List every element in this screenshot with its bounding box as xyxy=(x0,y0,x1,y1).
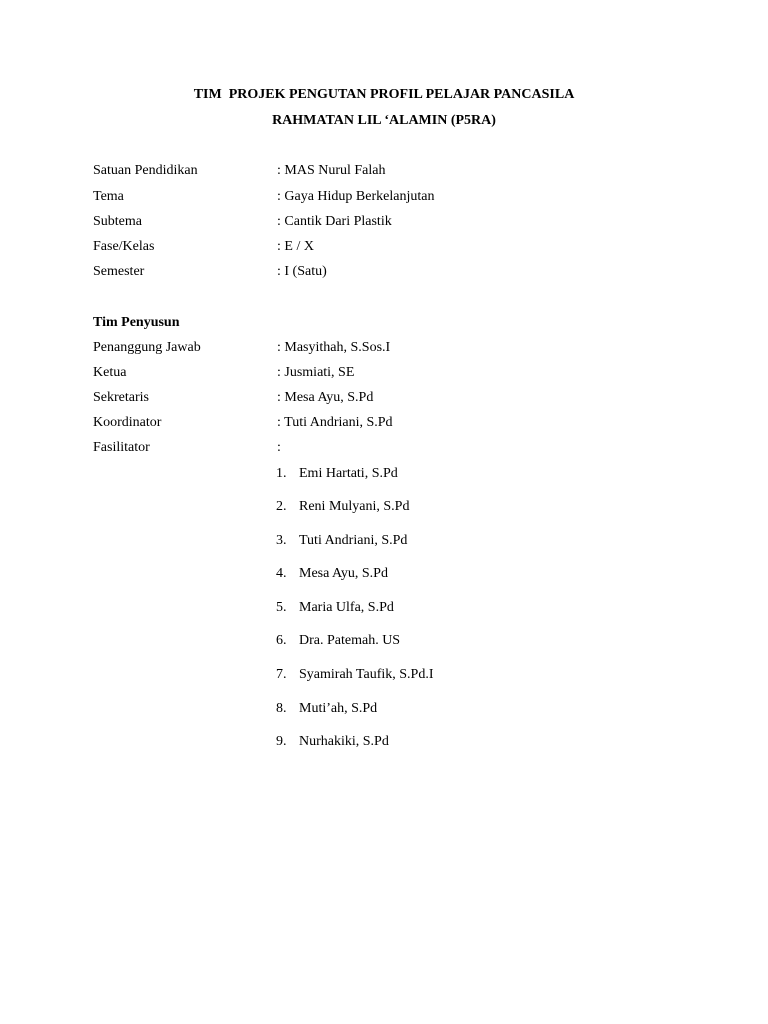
facilitator-list-item xyxy=(0,533,768,553)
facilitator-list-item xyxy=(0,600,768,620)
identity-row-subtema xyxy=(0,214,768,234)
team-row-penanggung-jawab xyxy=(0,340,768,360)
team-row-koordinator xyxy=(0,415,768,435)
document-title-line-2: RAHMATAN LIL ‘ALAMIN (P5RA) xyxy=(272,113,496,128)
identity-value: : I (Satu) xyxy=(277,264,327,279)
team-label: Koordinator xyxy=(93,415,162,430)
team-value: : xyxy=(277,440,281,455)
identity-value: : E / X xyxy=(277,239,314,254)
facilitator-name: Reni Mulyani, S.Pd xyxy=(299,499,410,514)
list-number: 9. xyxy=(276,734,287,749)
facilitator-name: Nurhakiki, S.Pd xyxy=(299,734,389,749)
identity-row-tema xyxy=(0,189,768,209)
team-row-ketua xyxy=(0,365,768,385)
facilitator-name: Muti’ah, S.Pd xyxy=(299,701,378,716)
facilitator-list-item xyxy=(0,734,768,754)
team-row-fasilitator xyxy=(0,440,768,460)
list-number: 5. xyxy=(276,600,287,615)
identity-value: : Cantik Dari Plastik xyxy=(277,214,392,229)
facilitator-list-item xyxy=(0,701,768,721)
facilitator-name: Syamirah Taufik, S.Pd.I xyxy=(299,667,434,682)
list-number: 2. xyxy=(276,499,287,514)
identity-value: : MAS Nurul Falah xyxy=(277,163,386,178)
identity-label: Satuan Pendidikan xyxy=(93,163,198,178)
list-number: 4. xyxy=(276,566,287,581)
team-label: Ketua xyxy=(93,365,127,380)
identity-label: Fase/Kelas xyxy=(93,239,155,254)
team-value: : Mesa Ayu, S.Pd xyxy=(277,390,374,405)
team-value: : Masyithah, S.Sos.I xyxy=(277,340,391,355)
team-label: Fasilitator xyxy=(93,440,150,455)
list-number: 3. xyxy=(276,533,287,548)
identity-label: Tema xyxy=(93,189,124,204)
identity-row-semester xyxy=(0,264,768,284)
facilitator-list-item xyxy=(0,566,768,586)
team-label: Penanggung Jawab xyxy=(93,340,201,355)
list-number: 8. xyxy=(276,701,287,716)
team-value: : Jusmiati, SE xyxy=(277,365,355,380)
team-row-sekretaris xyxy=(0,390,768,410)
facilitator-name: Tuti Andriani, S.Pd xyxy=(299,533,408,548)
facilitator-name: Emi Hartati, S.Pd xyxy=(299,466,398,481)
list-number: 7. xyxy=(276,667,287,682)
identity-label: Subtema xyxy=(93,214,142,229)
list-number: 1. xyxy=(276,466,287,481)
facilitator-name: Mesa Ayu, S.Pd xyxy=(299,566,388,581)
facilitator-list-item xyxy=(0,499,768,519)
list-number: 6. xyxy=(276,633,287,648)
facilitator-name: Maria Ulfa, S.Pd xyxy=(299,600,394,615)
team-section-title: Tim Penyusun xyxy=(93,315,180,330)
identity-row-fase-kelas xyxy=(0,239,768,259)
document-title-line-1: TIM PROJEK PENGUTAN PROFIL PELAJAR PANCASILA xyxy=(193,87,575,102)
facilitator-name: Dra. Patemah. US xyxy=(299,633,401,648)
identity-value: : Gaya Hidup Berkelanjutan xyxy=(277,189,435,204)
facilitator-list-item xyxy=(0,667,768,687)
identity-row-satuan-pendidikan xyxy=(0,163,768,183)
facilitator-list-item xyxy=(0,466,768,486)
team-label: Sekretaris xyxy=(93,390,149,405)
identity-label: Semester xyxy=(93,264,145,279)
team-value: : Tuti Andriani, S.Pd xyxy=(277,415,393,430)
facilitator-list-item xyxy=(0,633,768,653)
